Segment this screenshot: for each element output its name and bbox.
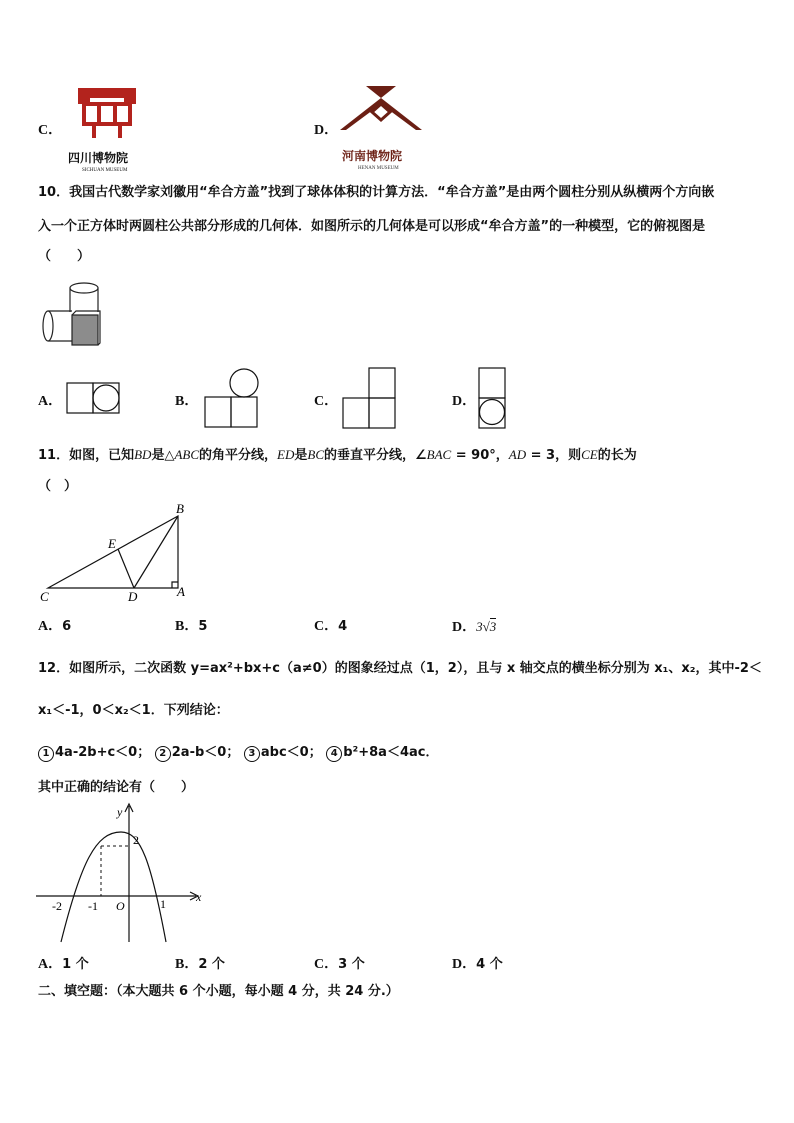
option-d-label: D． (314, 123, 339, 138)
q10-option-b-figure (204, 367, 262, 429)
q11-option-a: A．6 (38, 619, 72, 634)
q10-option-d-figure (478, 367, 510, 429)
q11-label-a: A (177, 584, 185, 599)
q12-line1: 12．如图所示，二次函数 y=ax²+bx+c（a≠0）的图象经过点（1，2），且与 x 轴交点的横坐标分别为 x₁、x₂，其中-2＜ (38, 661, 762, 676)
q10-option-a-label: A． (38, 394, 63, 409)
sichuan-logo-text: 四川博物院 (68, 151, 129, 165)
section2-title: 二、填空题：（本大题共 6 个小题，每小题 4 分，共 24 分.） (38, 984, 399, 999)
q10-option-c-figure (342, 367, 400, 429)
q10-option-b-label: B． (175, 394, 199, 409)
q11-label-d: D (128, 589, 138, 604)
q11-option-b: B．5 (175, 619, 208, 634)
henan-logo-sub: HENAN MUSEUM (358, 166, 399, 171)
q12-option-d: D．4 个 (452, 957, 503, 972)
q12-label-origin: O (116, 899, 125, 913)
q12-label-1: 1 (160, 897, 166, 911)
q10-line1: 10．我国古代数学家刘徽用“牟合方盖”找到了球体体积的计算方法．“牟合方盖”是由两个圆柱分别从纵横两个方向嵌 (38, 185, 715, 200)
henan-logo-text: 河南博物院 (342, 149, 403, 163)
q12-conclusions: 1 4a-2b+c＜0； 2 2a-b＜0； 3 abc＜0； 4 b²+8a＜4ac． (38, 738, 438, 768)
q11-option-c: C．4 (314, 619, 348, 634)
q12-label-2: 2 (133, 833, 139, 847)
q11-label-e: E (108, 536, 116, 551)
q10-line2: 入一个正方体时两圆柱公共部分形成的几何体．如图所示的几何体是可以形成“牟合方盖”的一种模型，它的俯视图是 (38, 219, 706, 234)
q11-label-c: C (40, 589, 49, 604)
q11-option-d: D．3√3 (452, 619, 497, 635)
q12-label-neg1: -1 (88, 899, 98, 913)
option-c-label: C． (38, 123, 63, 138)
q10-solid-figure (40, 280, 110, 350)
q11-stem: 11．如图，已知BD是△ABC的角平分线，ED是BC的垂直平分线，∠BAC = 90°，AD = 3，则CE的长为 (38, 447, 637, 463)
sichuan-logo-sub: SICHUAN MUSEUM (82, 168, 128, 173)
q12-option-c: C．3 个 (314, 957, 365, 972)
henan-museum-logo (340, 84, 435, 174)
q11-paren: （ ） (38, 479, 78, 494)
q10-option-c-label: C． (314, 394, 339, 409)
q12-label-y: y (117, 805, 123, 819)
sichuan-museum-logo (68, 82, 164, 173)
q12-line2: x₁＜-1，0＜x₂＜1．下列结论： (38, 703, 229, 718)
q11-label-b: B (176, 501, 184, 516)
q12-label-x: x (196, 890, 202, 904)
q10-option-a-figure (66, 382, 122, 416)
q10-option-d-label: D． (452, 394, 477, 409)
q12-option-a: A．1 个 (38, 957, 89, 972)
q12-question: 其中正确的结论有（ ） (38, 780, 195, 795)
q12-parabola-figure (36, 802, 216, 947)
q11-triangle-figure (36, 500, 206, 610)
q12-label-neg2: -2 (52, 899, 62, 913)
q12-option-b: B．2 个 (175, 957, 225, 972)
q10-paren: （ ） (38, 249, 91, 264)
